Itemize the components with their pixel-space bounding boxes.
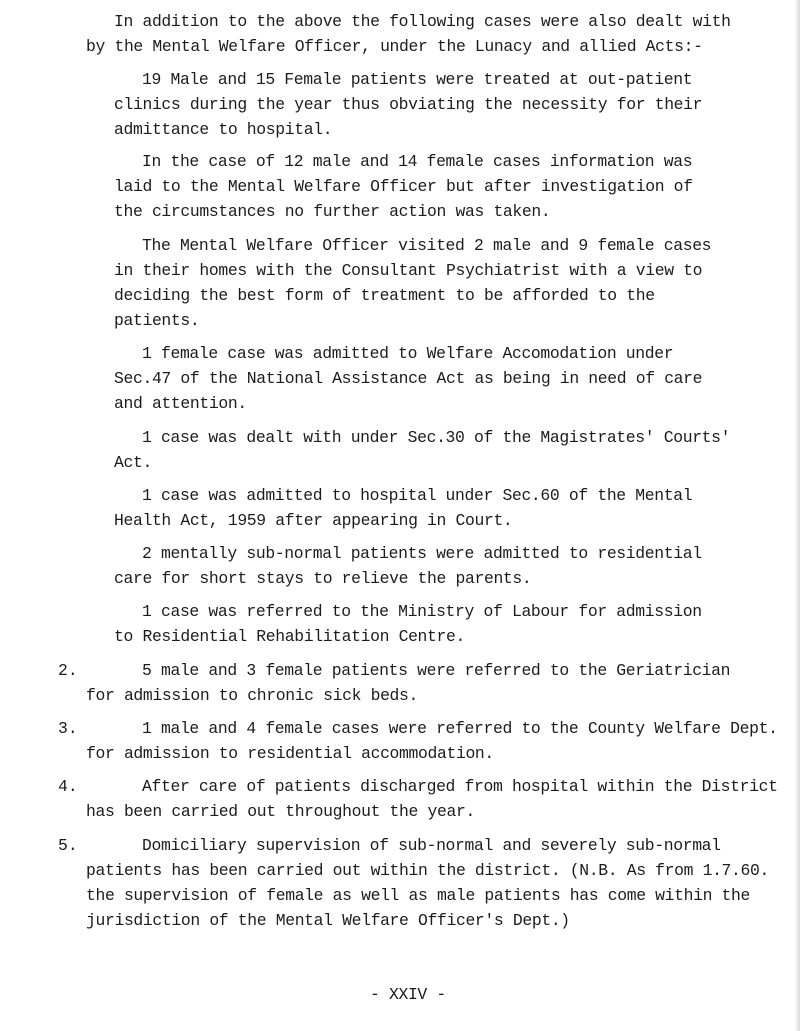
item-number: 5. [58, 836, 78, 855]
item-line: for admission to chronic sick beds. [86, 686, 419, 705]
item-line: has been carried out throughout the year. [86, 802, 475, 821]
page-number: - XXIV - [370, 985, 446, 1004]
paragraph-line: deciding the best form of treatment to be afforded to the [114, 286, 655, 305]
intro-line: by the Mental Welfare Officer, under the Lunacy and allied Acts:- [86, 37, 703, 56]
paragraph-line: In the case of 12 male and 14 female cases information was [142, 152, 693, 171]
paragraph-line: 1 case was referred to the Ministry of Labour for admission [142, 602, 702, 621]
item-line: for admission to residential accommodation. [86, 744, 494, 763]
paragraph-line: Sec.47 of the National Assistance Act as being in need of care [114, 369, 703, 388]
paragraph-line: care for short stays to relieve the parents. [114, 569, 532, 588]
paragraph-line: Act. [114, 453, 152, 472]
paragraph-line: 1 case was dealt with under Sec.30 of the Magistrates' Courts' [142, 428, 731, 447]
item-number: 3. [58, 719, 78, 738]
item-line: Domiciliary supervision of sub-normal and severely sub-normal [142, 836, 721, 855]
paragraph-line: in their homes with the Consultant Psychiatrist with a view to [114, 261, 703, 280]
paragraph-line: laid to the Mental Welfare Officer but after investigation of [114, 177, 693, 196]
item-line: jurisdiction of the Mental Welfare Officer's Dept.) [86, 911, 570, 930]
item-number: 4. [58, 777, 78, 796]
paragraph-line: 1 female case was admitted to Welfare Accomodation under [142, 344, 674, 363]
paragraph-line: The Mental Welfare Officer visited 2 male and 9 female cases [142, 236, 712, 255]
paragraph-line: admittance to hospital. [114, 120, 333, 139]
paragraph-line: patients. [114, 311, 200, 330]
paragraph-line: 19 Male and 15 Female patients were treated at out-patient [142, 70, 693, 89]
item-line: 5 male and 3 female patients were referred to the Geriatrician [142, 661, 731, 680]
paragraph-line: the circumstances no further action was taken. [114, 202, 551, 221]
paragraph-line: and attention. [114, 394, 247, 413]
paragraph-line: 2 mentally sub-normal patients were admitted to residential [142, 544, 702, 563]
item-line: After care of patients discharged from hospital within the District [142, 777, 778, 796]
scan-edge-shadow [794, 0, 800, 1031]
item-line: the supervision of female as well as male patients has come within the [86, 886, 751, 905]
item-number: 2. [58, 661, 78, 680]
paragraph-line: 1 case was admitted to hospital under Sec.60 of the Mental [142, 486, 693, 505]
paragraph-line: to Residential Rehabilitation Centre. [114, 627, 465, 646]
paragraph-line: Health Act, 1959 after appearing in Court. [114, 511, 513, 530]
intro-line: In addition to the above the following cases were also dealt with [114, 12, 731, 31]
paragraph-line: clinics during the year thus obviating the necessity for their [114, 95, 703, 114]
item-line: patients has been carried out within the district. (N.B. As from 1.7.60. [86, 861, 769, 880]
item-line: 1 male and 4 female cases were referred to the County Welfare Dept. [142, 719, 778, 738]
